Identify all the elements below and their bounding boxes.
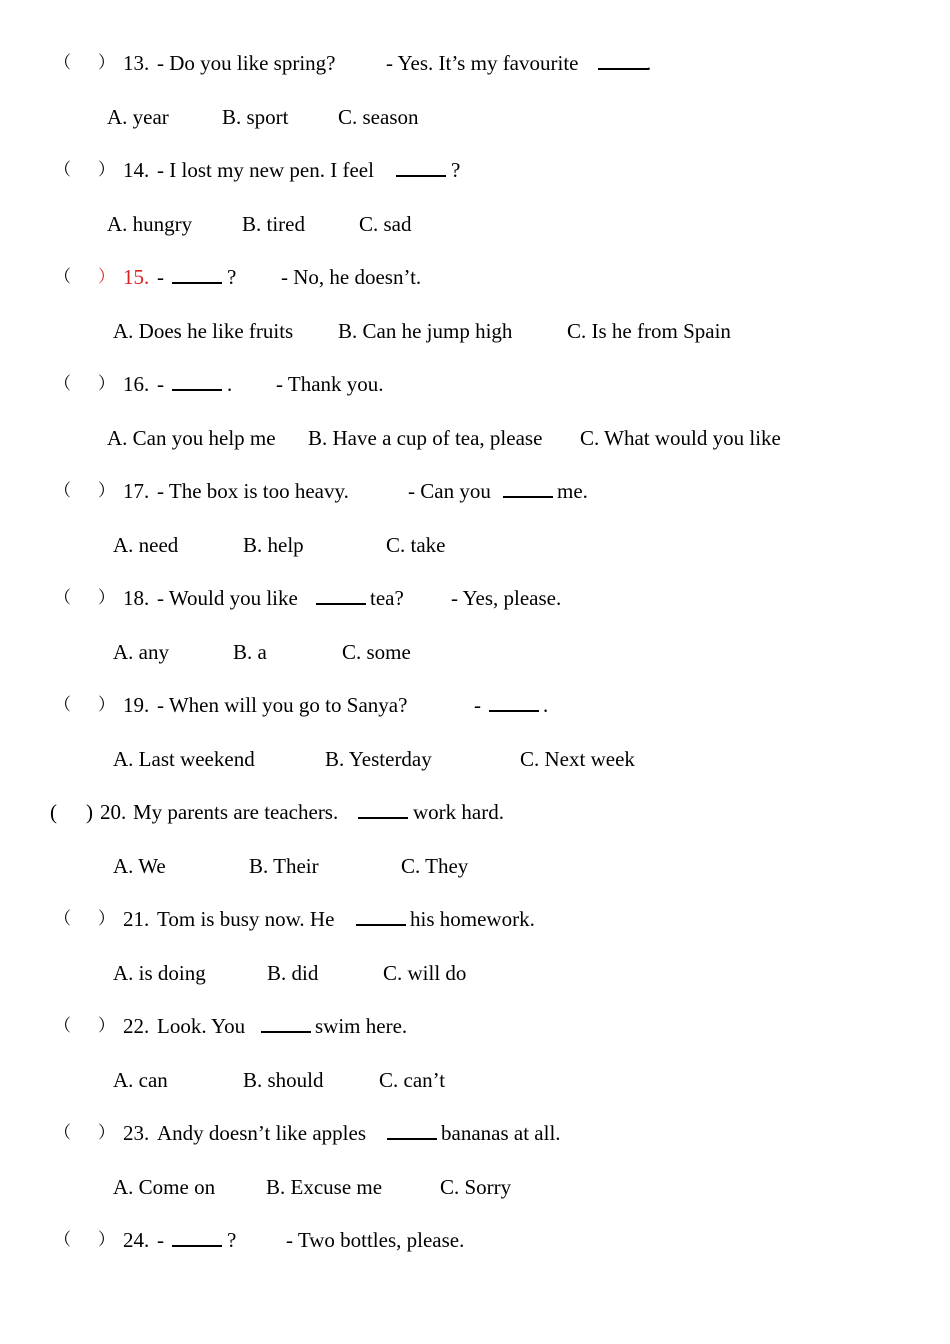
question-stem: - When will you go to Sanya? xyxy=(157,693,408,717)
option-a: A. Does he like fruits xyxy=(113,319,294,343)
question-number: 17. xyxy=(123,479,150,503)
answer-bracket-close: ） xyxy=(98,481,115,501)
question-response: - Can you xyxy=(408,479,491,503)
question-number: 13. xyxy=(123,51,150,75)
answer-bracket-close: ） xyxy=(98,160,115,180)
answer-bracket-close: ） xyxy=(98,1230,115,1250)
answer-bracket-close: ） xyxy=(98,1016,115,1036)
option-b: B. Yesterday xyxy=(325,747,432,771)
option-b: B. should xyxy=(243,1068,324,1092)
question-punct: ? xyxy=(227,265,237,289)
answer-blank xyxy=(385,1118,439,1148)
question-punct: . xyxy=(646,51,652,75)
question-punct: . xyxy=(227,372,233,396)
answer-bracket-close: ） xyxy=(98,53,115,73)
option-a: A. year xyxy=(107,105,169,129)
answer-blank xyxy=(170,1225,224,1255)
answer-blank xyxy=(596,48,650,78)
question-dash: - xyxy=(157,265,164,289)
question-response: - Yes. It’s my favourite xyxy=(386,51,579,75)
answer-bracket-open: ( xyxy=(50,800,57,824)
option-b: B. Have a cup of tea, please xyxy=(308,426,543,450)
answer-blank xyxy=(501,476,555,506)
question-number: 24. xyxy=(123,1228,150,1252)
question-stem-end: swim here. xyxy=(315,1014,408,1038)
question-response: - Thank you. xyxy=(276,372,384,396)
question-stem: My parents are teachers. xyxy=(133,800,339,824)
option-c: C. sad xyxy=(359,212,412,236)
option-a: A. is doing xyxy=(113,961,206,985)
option-b: B. help xyxy=(243,533,304,557)
question-dash: - xyxy=(157,1228,164,1252)
answer-bracket-open: （ xyxy=(54,53,71,73)
question-punct: ? xyxy=(227,1228,237,1252)
answer-blank xyxy=(170,262,224,292)
option-b: B. Can he jump high xyxy=(338,319,513,343)
answer-bracket-open: （ xyxy=(54,481,71,501)
question-stem: Andy doesn’t like apples xyxy=(157,1121,366,1145)
question-stem: - The box is too heavy. xyxy=(157,479,349,503)
answer-bracket-open: （ xyxy=(54,1230,71,1250)
option-b: B. sport xyxy=(222,105,289,129)
question-stem: - I lost my new pen. I feel xyxy=(157,158,374,182)
option-c: C. Is he from Spain xyxy=(567,319,731,343)
answer-bracket-open: （ xyxy=(54,267,71,287)
answer-bracket-open: （ xyxy=(54,160,71,180)
answer-bracket-close: ） xyxy=(98,374,115,394)
answer-bracket-open: （ xyxy=(54,695,71,715)
answer-bracket-close: ) xyxy=(86,800,93,824)
question-number: 21. xyxy=(123,907,150,931)
answer-bracket-open: （ xyxy=(54,909,71,929)
question-stem: Look. You xyxy=(157,1014,246,1038)
answer-bracket-open: （ xyxy=(54,1123,71,1143)
answer-bracket-close: ） xyxy=(98,267,115,287)
question-stem-end: work hard. xyxy=(413,800,504,824)
option-c: C. Sorry xyxy=(440,1175,512,1199)
question-number: 14. xyxy=(123,158,150,182)
option-c: C. can’t xyxy=(379,1068,446,1092)
question-punct: ? xyxy=(451,158,461,182)
option-c: C. some xyxy=(342,640,411,664)
option-b: B. did xyxy=(267,961,319,985)
answer-blank xyxy=(354,904,408,934)
option-b: B. a xyxy=(233,640,267,664)
option-a: A. hungry xyxy=(107,212,193,236)
question-stem: - Do you like spring? xyxy=(157,51,336,75)
option-c: C. take xyxy=(386,533,446,557)
answer-blank xyxy=(259,1011,313,1041)
question-response-end: me. xyxy=(557,479,588,503)
option-a: A. Last weekend xyxy=(113,747,255,771)
option-c: C. season xyxy=(338,105,419,129)
question-stem: Tom is busy now. He xyxy=(157,907,335,931)
answer-bracket-open: （ xyxy=(54,588,71,608)
answer-blank xyxy=(487,690,541,720)
question-response: - No, he doesn’t. xyxy=(281,265,422,289)
option-a: A. need xyxy=(113,533,179,557)
question-number: 15. xyxy=(123,265,150,289)
question-stem-end: his homework. xyxy=(410,907,535,931)
answer-blank xyxy=(170,369,224,399)
question-response: - Two bottles, please. xyxy=(286,1228,465,1252)
answer-bracket-open: （ xyxy=(54,1016,71,1036)
answer-bracket-open: （ xyxy=(54,374,71,394)
question-punct: . xyxy=(543,693,549,717)
question-number: 19. xyxy=(123,693,150,717)
option-a: A. any xyxy=(113,640,169,664)
question-number: 22. xyxy=(123,1014,150,1038)
question-stem-end: tea? xyxy=(370,586,404,610)
answer-bracket-close: ） xyxy=(98,588,115,608)
option-b: B. Excuse me xyxy=(266,1175,383,1199)
option-c: C. will do xyxy=(383,961,467,985)
option-c: C. Next week xyxy=(520,747,635,771)
question-stem: - Would you like xyxy=(157,586,298,610)
option-b: B. Their xyxy=(249,854,319,878)
option-a: A. Can you help me xyxy=(107,426,276,450)
question-number: 23. xyxy=(123,1121,150,1145)
question-stem-end: bananas at all. xyxy=(441,1121,561,1145)
option-c: C. What would you like xyxy=(580,426,781,450)
answer-blank xyxy=(394,155,448,185)
option-c: C. They xyxy=(401,854,469,878)
answer-blank xyxy=(314,583,368,613)
option-a: A. can xyxy=(113,1068,168,1092)
answer-bracket-close: ） xyxy=(98,1123,115,1143)
question-number: 20. xyxy=(100,800,127,824)
question-number: 16. xyxy=(123,372,150,396)
answer-blank xyxy=(356,797,410,827)
question-dash: - xyxy=(474,693,481,717)
option-b: B. tired xyxy=(242,212,305,236)
answer-bracket-close: ） xyxy=(98,909,115,929)
option-a: A. We xyxy=(113,854,166,878)
question-dash: - xyxy=(157,372,164,396)
answer-bracket-close: ） xyxy=(98,695,115,715)
question-response: - Yes, please. xyxy=(451,586,562,610)
option-a: A. Come on xyxy=(113,1175,216,1199)
question-number: 18. xyxy=(123,586,150,610)
